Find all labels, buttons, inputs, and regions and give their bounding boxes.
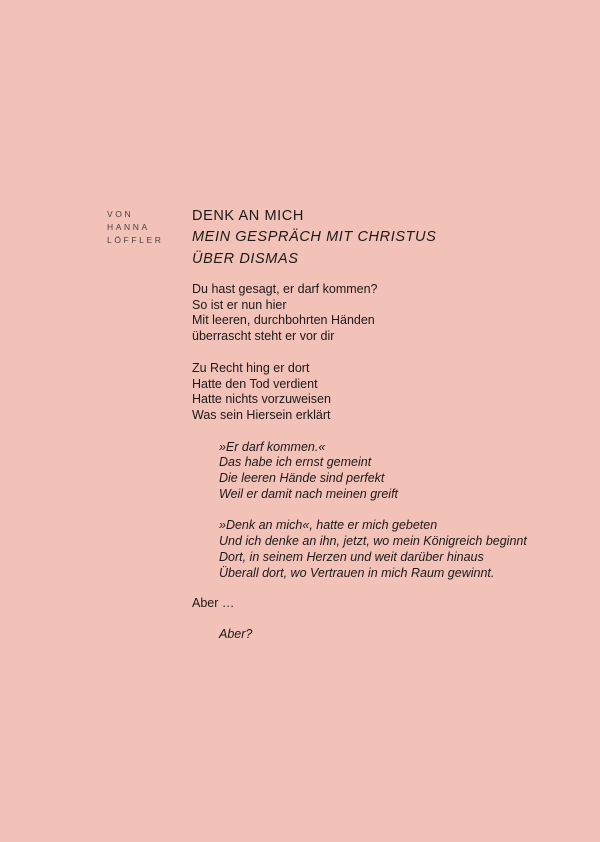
poem-line: Überall dort, wo Vertrauen in mich Raum gewinnt.: [219, 565, 495, 580]
poem-line: So ist er nun hier: [192, 297, 287, 312]
byline-first-name: HANNA: [107, 222, 150, 232]
subtitle-line: MEIN GESPRÄCH MIT CHRISTUS: [192, 229, 437, 245]
poem-line: überrascht steht er vor dir: [192, 329, 335, 344]
poem-line: Aber …: [192, 596, 235, 611]
poem-line: »Er darf kommen.«: [219, 439, 326, 454]
poem-title: DENK AN MICH: [192, 208, 304, 224]
poem-line: »Denk an mich«, hatte er mich gebeten: [219, 518, 438, 533]
poem-subtitle: [192, 227, 582, 270]
poem-line: Aber?: [219, 626, 253, 641]
poem-line: Hatte nichts vorzuweisen: [192, 392, 331, 407]
poem-line: Weil er damit nach meinen greift: [219, 486, 399, 501]
stanza-3: [219, 440, 582, 503]
poem-line: Was sein Hiersein erklärt: [192, 407, 331, 422]
author-byline: [107, 208, 163, 247]
byline-von: VON: [107, 209, 134, 219]
poem: [192, 206, 582, 643]
poem-line: Mit leeren, durchbohrten Händen: [192, 313, 375, 328]
subtitle-line: ÜBER DISMAS: [192, 250, 299, 267]
poem-line: Dort, in seinem Herzen und weit darüber hinaus: [219, 549, 484, 564]
poem-line: Hatte den Tod verdient: [192, 376, 318, 391]
stanza-2: [192, 361, 582, 424]
poem-line: Zu Recht hing er dort: [192, 360, 310, 375]
stanza-5: [192, 596, 582, 612]
stanza-4: [219, 518, 582, 581]
byline-last-name: LÖFFLER: [107, 235, 164, 245]
poem-line: Und ich denke an ihn, jetzt, wo mein Königreich beginnt: [219, 534, 527, 549]
stanza-6: [219, 627, 582, 643]
poem-line: Du hast gesagt, er darf kommen?: [192, 282, 378, 296]
poem-line: Das habe ich ernst gemeint: [219, 455, 372, 470]
stanza-1: [192, 282, 582, 345]
poem-line: Die leeren Hände sind perfekt: [219, 471, 385, 486]
